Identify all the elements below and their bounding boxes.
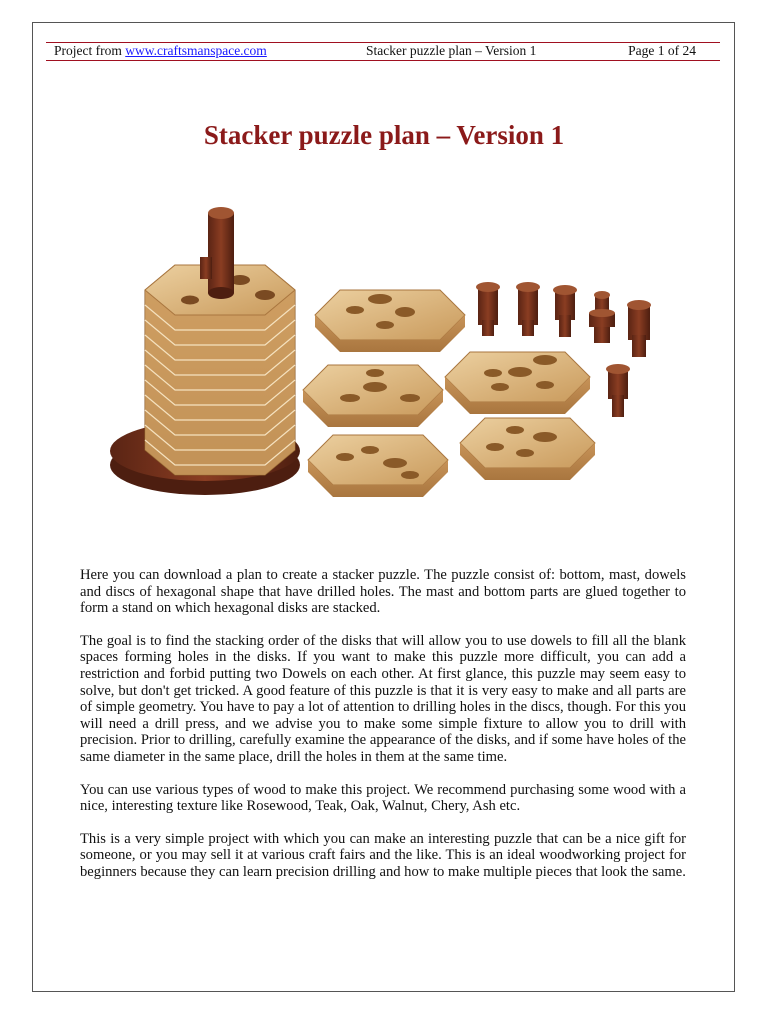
body-text — [80, 567, 686, 897]
page-header — [46, 42, 720, 61]
document-title: Stacker puzzle plan – Version 1 — [203, 120, 565, 150]
paragraph-summary: This is a very simple project with which you can make an interesting puzzle that can be a nice gift for someone, or you may sell it at various craft fairs and the like. This is an ideal woodworking project for beginners because they can learn precision drilling and how to make multiple pieces that look the same. — [80, 830, 686, 880]
header-page-number: Page 1 of 24 — [628, 43, 696, 58]
puzzle-illustration — [100, 195, 668, 520]
header-source — [54, 43, 267, 59]
header-link[interactable]: www.craftsmanspace.com — [125, 43, 267, 58]
loose-disks — [303, 290, 595, 497]
header-rule-bottom — [46, 60, 720, 61]
paragraph-goal: The goal is to find the stacking order of the disks that will allow you to use dowels to fill all the blank spaces forming holes in the disks. If you want to make this puzzle more difficult, you can add a restriction and forbid putting two Dowels on each other. At first glance, this puzzle may seem easy to solve, but don't get tricked. A good feature of this puzzle is that it is very easy to make and all parts are of simple geometry. You have to pay a lot of attention to drilling holes in the discs, though. For this you will need a drill press, and we advise you to make some simple fixture to allow you to drill with precision. Prior to drilling, carefully examine the appearance of the disks, and if some have holes of the same diameter in the same place, drill the holes in them at the same time. — [80, 632, 686, 765]
header-doc-title: Stacker puzzle plan – Version 1 — [366, 43, 537, 58]
paragraph-wood: You can use various types of wood to make this project. We recommend purchasing some wood with a nice, interesting texture like Rosewood, Teak, Oak, Walnut, Chery, Ash etc. — [80, 781, 686, 815]
header-prefix: Project from — [54, 43, 122, 58]
paragraph-intro: Here you can download a plan to create a stacker puzzle. The puzzle consist of: bottom, mast, dowels and discs of hexagonal shape that have drilled holes. The mast and bottom parts are glued together to form a stand on which hexagonal disks are stacked. — [80, 567, 686, 617]
